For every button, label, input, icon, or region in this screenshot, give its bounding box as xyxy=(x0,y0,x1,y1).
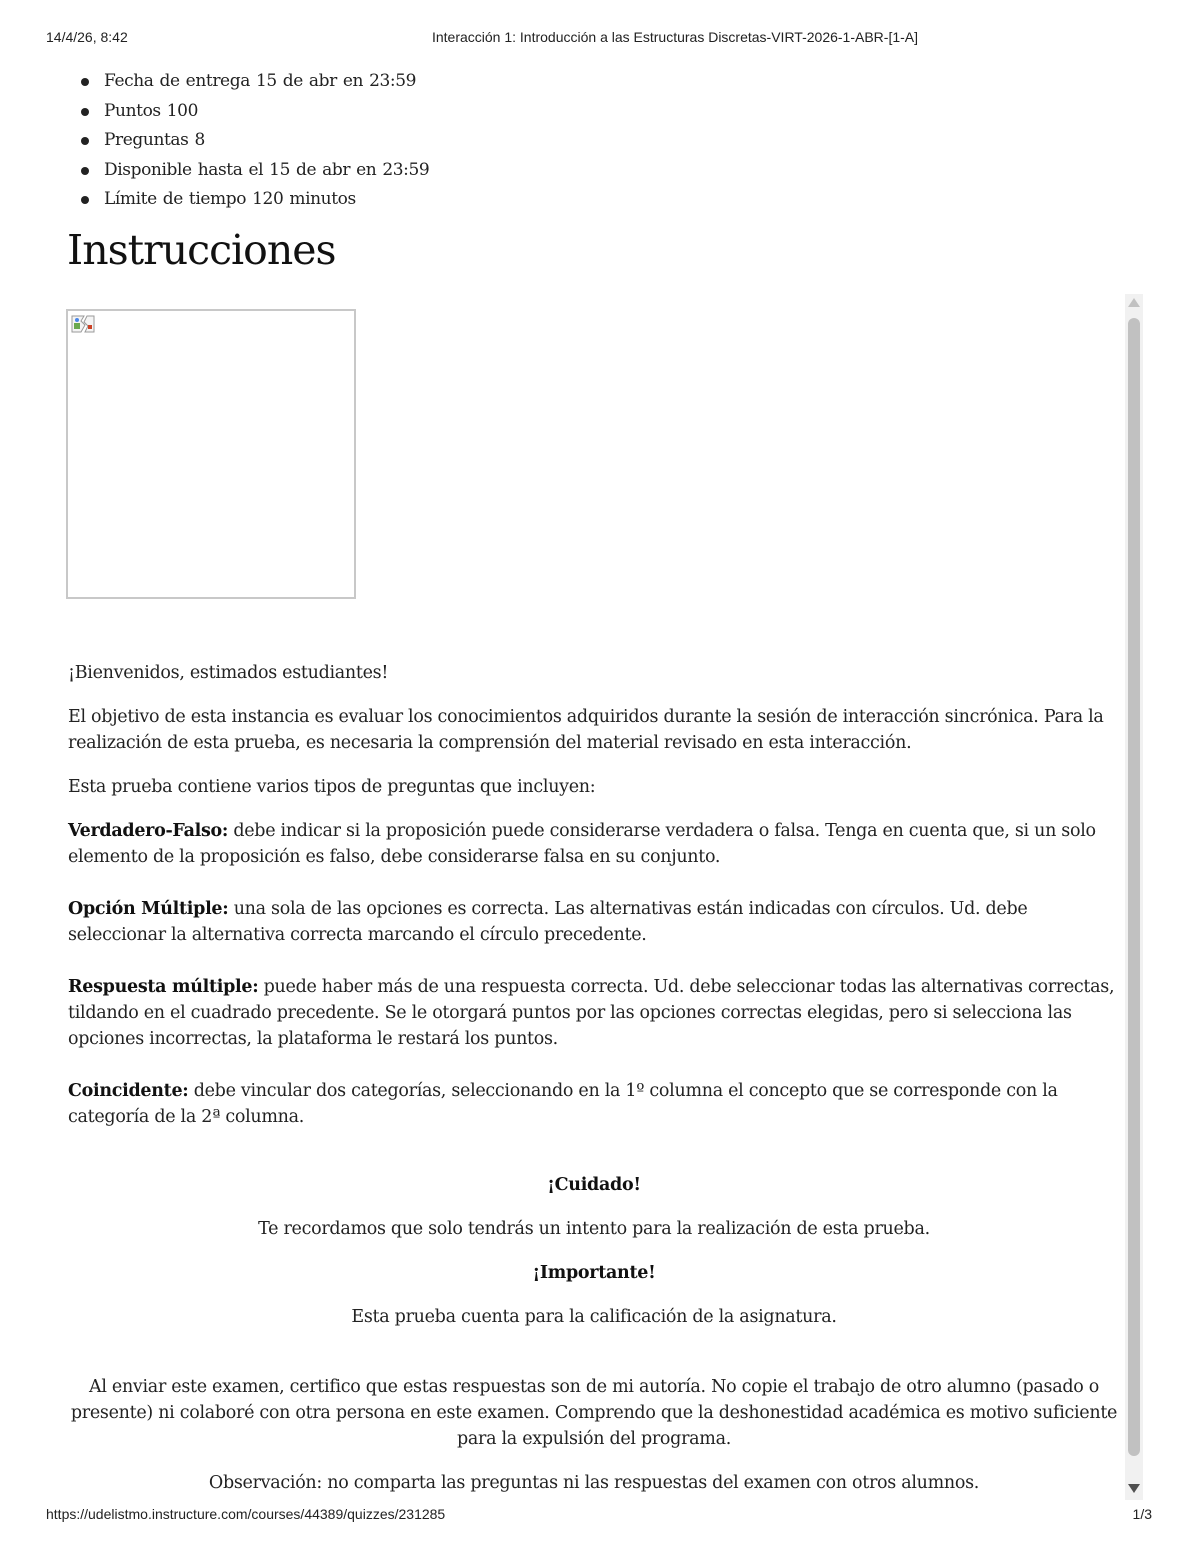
print-page-title: Interacción 1: Introducción a las Estructuras Discretas-VIRT-2026-1-ABR-[1-A] xyxy=(431,29,919,45)
caution-text: Te recordamos que solo tendrás un intento para la realización de esta prueba. xyxy=(258,1219,930,1239)
important-title: ¡Importante! xyxy=(532,1263,656,1283)
question-type-name: Respuesta múltiple: xyxy=(68,977,259,997)
scroll-up-arrow-icon[interactable] xyxy=(1128,298,1140,307)
question-type-description: debe indicar si la proposición puede considerarse verdadera o falsa. Tenga en cuenta que, si un solo elemento de la proposición es falso, debe considerarse falsa en su conjunto. xyxy=(68,821,1096,867)
detail-value: hasta el 15 de abr en 23:59 xyxy=(197,159,430,180)
question-type-matching xyxy=(68,1078,1120,1130)
certification-text: Al enviar este examen, certifico que estas respuestas son de mi autoría. No copie el trabajo de otro alumno (pasado o presente) ni colaboré con otra persona en este examen. Comprendo que la deshonestidad académica es motivo suficiente para la expulsión del programa. xyxy=(70,1377,1118,1449)
scroll-down-arrow-icon[interactable] xyxy=(1128,1484,1140,1493)
quiz-detail-questions xyxy=(74,127,429,157)
quiz-detail-available xyxy=(74,157,429,187)
detail-label: Puntos xyxy=(104,100,161,121)
detail-value: 120 minutos xyxy=(252,189,356,209)
scrollbar-thumb[interactable] xyxy=(1128,318,1140,1456)
quiz-detail-due-date xyxy=(74,68,429,98)
detail-label: Límite de tiempo xyxy=(104,189,247,209)
observation-text: Observación: no comparta las preguntas ni las respuestas del examen con otros alumnos. xyxy=(208,1473,980,1493)
question-type-name: Opción Múltiple: xyxy=(68,899,229,919)
question-type-description: debe vincular dos categorías, seleccionando en la 1º columna el concepto que se corresponde con la categoría de la 2ª columna. xyxy=(68,1081,1058,1127)
question-type-description: una sola de las opciones es correcta. Las alternativas están indicadas con círculos. Ud. debe seleccionar la alternativa correcta marcando el círculo precedente. xyxy=(68,899,1028,945)
question-type-multiple-answer xyxy=(68,974,1120,1052)
question-type-multiple-choice xyxy=(68,896,1120,948)
detail-label: Preguntas xyxy=(104,130,189,150)
broken-image xyxy=(66,309,356,599)
print-page-number: 1/3 xyxy=(1132,1506,1152,1522)
objective-text: El objetivo de esta instancia es evaluar los conocimientos adquiridos durante la sesión de interacción sincrónica. Para la realización de esta prueba, es necesaria la comprensión del material revisado en esta interacción. xyxy=(68,707,1104,753)
detail-value: 8 xyxy=(194,130,205,150)
print-footer xyxy=(0,1506,1200,1526)
detail-value: 100 xyxy=(166,100,198,121)
instructions-body xyxy=(68,660,1120,1496)
important-text: Esta prueba cuenta para la calificación de la asignatura. xyxy=(351,1307,837,1327)
instructions-heading: Instrucciones xyxy=(67,226,336,274)
quiz-details-list xyxy=(74,68,429,216)
quiz-detail-time-limit xyxy=(74,186,429,216)
caution-title: ¡Cuidado! xyxy=(547,1175,641,1195)
print-datetime: 14/4/26, 8:42 xyxy=(46,29,128,45)
detail-label: Fecha de entrega xyxy=(104,71,250,91)
question-type-name: Verdadero-Falso: xyxy=(68,821,229,841)
print-header xyxy=(0,29,1200,49)
detail-label: Disponible xyxy=(104,159,192,180)
vertical-scrollbar[interactable] xyxy=(1125,294,1143,1500)
detail-value: 15 de abr en 23:59 xyxy=(255,71,417,91)
print-url: https://udelistmo.instructure.com/courses/44389/quizzes/231285 xyxy=(46,1506,446,1522)
question-type-description: puede haber más de una respuesta correcta. Ud. debe seleccionar todas las alternativas correctas, tildando en el cuadrado precedente. Se le otorgará puntos por las opciones correctas elegidas, pero si selecciona las opciones incorrectas, la plataforma le restará los puntos. xyxy=(68,977,1115,1049)
question-type-name: Coincidente: xyxy=(68,1081,189,1101)
quiz-detail-points xyxy=(74,98,429,128)
types-intro-text: Esta prueba contiene varios tipos de preguntas que incluyen: xyxy=(68,777,596,797)
broken-image-icon xyxy=(70,313,96,335)
welcome-text: ¡Bienvenidos, estimados estudiantes! xyxy=(68,663,389,683)
question-type-true-false xyxy=(68,818,1120,870)
